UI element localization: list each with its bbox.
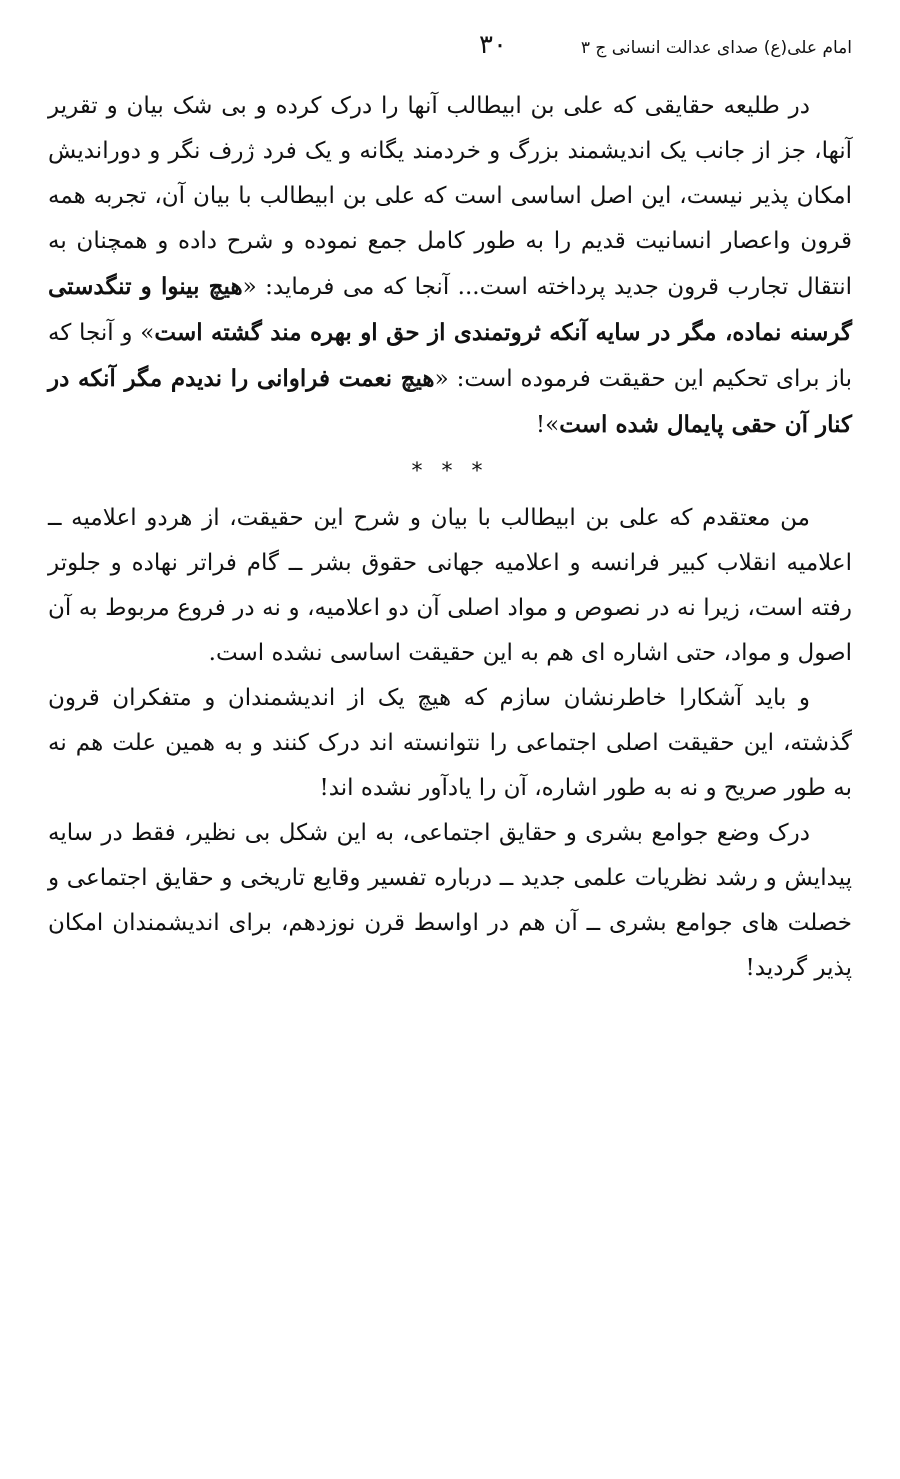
paragraph-1-text-c: »!	[535, 412, 560, 438]
running-title: امام علی(ع) صدای عدالت انسانی ج ۳	[580, 38, 852, 58]
paragraph-1-text-a: در طلیعه حقایقی که علی بن ابیطالب آنها را درک کرده و بی شک بیان و تقریر آنها، جز از جانب یک اندیشمند بزرگ و خردمند یگانه و یک فرد ژرف نگر و دوراندیش امکان پذیر نیست، این اصل اساسی است که علی بن ابیطالب با بیان آن، تجربه همه قرون واعصار انسانیت قدیم را به طور کامل جمع نموده و شرح داده و همچنان به انتقال تجارب قرون جدید پرداخته است... آنجا که می فرماید: «	[48, 93, 852, 300]
page-body	[48, 84, 852, 991]
quote-1: هیچ بینوا و تنگدستی گرسنه نماده، مگر در سایه آنکه ثروتمندی از حق او بهره مند گشته است	[48, 273, 852, 346]
quote-2: هیچ نعمت فراوانی را ندیدم مگر آنکه در کنار آن حقی پایمال شده است	[48, 365, 852, 438]
paragraph-3: و باید آشکارا خاطرنشان سازم که هیچ یک از اندیشمندان و متفکران قرون گذشته، این حقیقت اصلی اجتماعی را نتوانسته اند درک کنند و به همین علت هم نه به طور صریح و نه به طور اشاره، آن را یادآور نشده اند!	[48, 685, 852, 801]
page-number: ۳۰	[479, 30, 507, 60]
paragraph-1-text-b: » و آنجا که باز برای تحکیم این حقیقت فرموده است: «	[48, 320, 852, 392]
paragraph-4: درک وضع جوامع بشری و حقایق اجتماعی، به این شکل بی نظیر، فقط در سایه پیدایش و رشد نظریات علمی جدید ــ درباره تفسیر وقایع تاریخی و حقایق اجتماعی و خصلت های جوامع بشری ــ آن هم در اواسط قرن نوزدهم، برای اندیشمندان امکان پذیر گردید!	[48, 820, 852, 981]
paragraph-1	[48, 84, 852, 448]
section-separator: * * *	[411, 459, 489, 484]
paragraph-2: من معتقدم که علی بن ابیطالب با بیان و شرح این حقیقت، از هردو اعلامیه ــ اعلامیه انقلاب کبیر فرانسه و اعلامیه جهانی حقوق بشر ــ گام فراتر نهاده و جلوتر رفته است، زیرا نه در نصوص و مواد اصلی آن دو اعلامیه، و نه در فروع مربوط به آن اصول و مواد، حتی اشاره ای هم به این حقیقت اساسی نشده است.	[48, 505, 852, 666]
page-header	[48, 30, 852, 70]
